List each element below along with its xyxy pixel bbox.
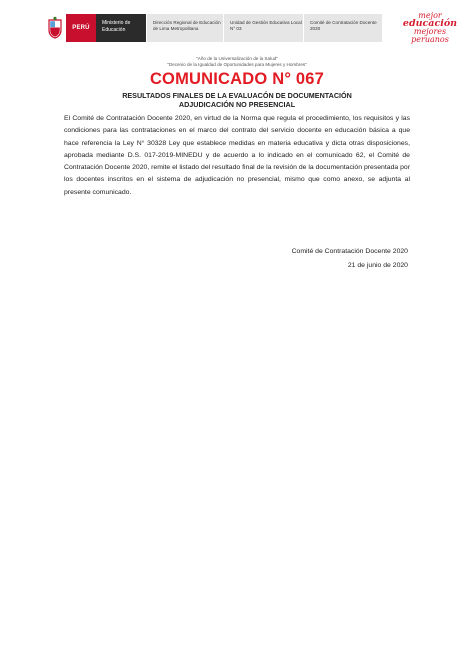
subtitle-line-1: RESULTADOS FINALES DE LA EVALUACÓN DE DOCUMENTACIÓN: [122, 91, 352, 100]
peru-label: PERÚ: [66, 14, 96, 42]
brand-line-2: educación: [402, 18, 458, 29]
brand-logo: [398, 12, 462, 44]
ministerio-label: Ministerio de Educación: [96, 14, 146, 42]
decade-motto: "Decenio de la Igualdad de Oportunidades para Mujeres y Hombres": [167, 62, 307, 67]
dre-label: Dirección Regional de Educación de Lima Metropolitana: [146, 14, 223, 42]
subtitle-line-2: ADJUDICACIÓN NO PRESENCIAL: [178, 100, 296, 109]
committee-label: Comité de Contratación Docente 2020: [303, 14, 382, 42]
brand-line-3: mejores: [413, 27, 447, 36]
body-paragraph: El Comité de Contratación Docente 2020, en virtud de la Norma que regula el procedimiento, los requisitos y las condiciones para las contrataciones en el marco del contrato del servicio docente en educación básica a que hace referencia la Ley N° 30328 Ley que establece medidas en materia educativa y dicta otras disposiciones, aprobada mediante D.S. 017-2019-MINEDU y de acuerdo a lo indicado en el comunicado 62, el Comité de Contratación Docente 2020, remite el listado del resultado final de la revisión de la documentación presentada por los docentes inscritos en el sistema de adjudicación no presencial, mismo que como anexo, se adjunta al presente comunicado.: [64, 115, 410, 196]
brand-line-4: peruanos: [411, 35, 449, 44]
signature-committee: Comité de Contratación Docente 2020: [291, 248, 408, 255]
brand-line-1: mejor: [418, 11, 442, 20]
signature-date: 21 de junio de 2020: [347, 262, 408, 269]
year-motto: "Año de la Universalización de la Salud": [196, 56, 278, 61]
coat-of-arms-icon: [44, 14, 66, 42]
institution-header: [44, 14, 394, 42]
ugel-label: Unidad de Gestión Educativa Local N° 03: [223, 14, 303, 42]
page-title: COMUNICADO N° 067: [149, 70, 325, 88]
